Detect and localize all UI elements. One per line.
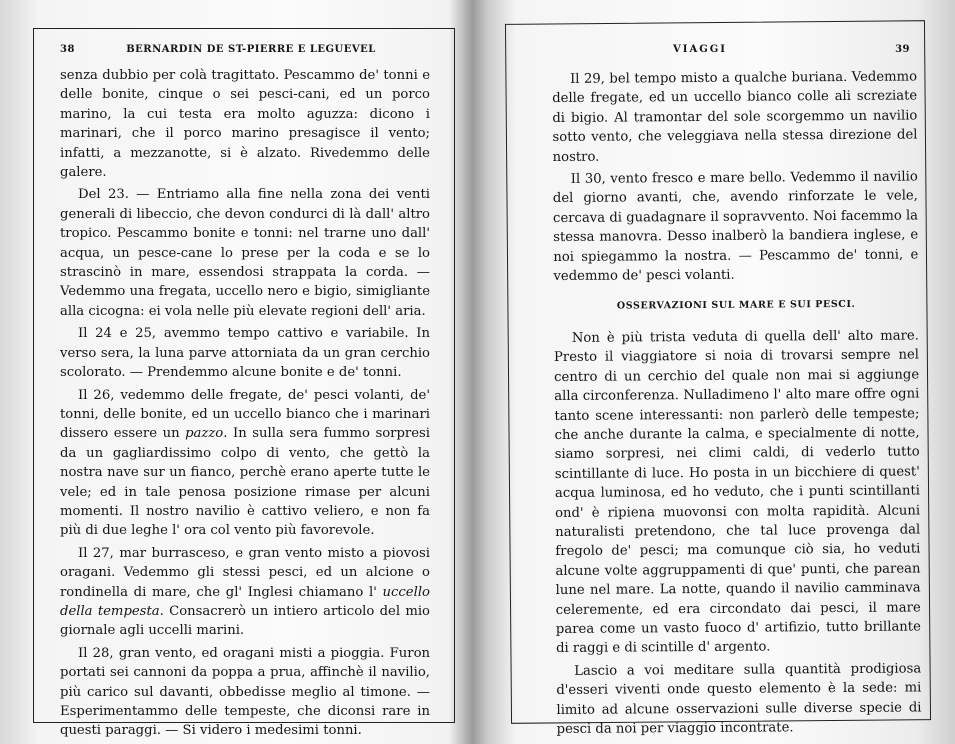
paragraph: Il 28, gran vento, ed oragani misti a pioggia. Furon portati sei cannoni da poppa a prua, affinchè il navilio, più carico sul davanti, obbedisse meglio al timone. — Esperimentammo delle tempeste, che diconsi rare in questi paraggi. — Si videro i medesimi tonni. — [60, 645, 430, 739]
paragraph: Lascio a voi meditare sulla quantità prodigiosa d'esseri viventi onde questo elemento è la sede: mi limito ad alcune osservazioni sulle diverse specie di pesci da noi per viaggio incontrate. — [556, 661, 922, 737]
page-number: 38 — [60, 44, 75, 55]
paragraph: Del 23. — Entriamo alla fine nella zona dei venti generali di libeccio, che devon condurci di là dall' altro tropico. Pescammo bonite e tonni: nel trarne uno dall' acqua, un pesce-cane lo prese per la coda e se lo strascinò in mare, essendosi strappata la corda. — Vedemmo una fregata, uccello nero e bigio, simigliante alla cicogna: ei vola nelle più elevate regioni dell' aria. — [60, 187, 430, 319]
paragraph-text: . In sulla sera fummo sorpresi da un gagliardissimo colpo di vento, che gettò la nostra nave sur un fianco, perchè erano aperte tutte le vele; ed in tale penosa posizione rimase per alcuni momenti. Il nostro navilio è cattivo veliero, e non fa più di due leghe l' ora col vento più favorevole. — [60, 426, 430, 539]
page-number: 39 — [895, 44, 910, 55]
paragraph: senza dubbio per colà tragittato. Pescammo de' tonni e delle bonite, cinque o sei pesci-cani, ed un porco marino, la cui testa era molto aguzza: dicono i marinari, che il porco marino presagisce il vento; infatti, a mezzanotte, si è alzato. Rivedemmo delle galere. — [60, 68, 430, 181]
section-title: OSSERVAZIONI SUL MARE E SUI PESCI. — [616, 299, 856, 313]
italic-term: pazzo — [185, 426, 224, 442]
paragraph-text: Il 27, mar burrasceso, e gran vento misto a piovosi oragani. Vedemmo gli stessi pesci, ed un alcione o rondinella di mare, che gl' Inglesi chiamano l' — [60, 545, 430, 600]
paragraph-text: . Consacrerò un intiero articolo del mio giornale agli uccelli marini. — [60, 603, 430, 639]
running-title: BERNARDIN DE ST-PIERRE E LEGUEVEL — [126, 44, 376, 55]
paragraph — [60, 544, 430, 641]
body-text — [552, 67, 922, 742]
paragraph-text: Il 26, vedemmo delle fregate, de' pesci volanti, de' tonni, delle bonite, ed un uccello bianco che i marinari dissero essere un — [60, 387, 430, 442]
body-text — [60, 66, 430, 744]
paragraph — [60, 386, 430, 541]
right-page — [478, 0, 955, 744]
paragraph: Il 29, bel tempo misto a qualche buriana. Vedemmo delle fregate, ed un uccello bianco colle ali screziate di bigio. Al tramontar del sole scorgemmo un navilio sotto vento, che veleggiava nella stessa direzione del nostro. — [552, 69, 918, 165]
paragraph: Il 30, vento fresco e mare bello. Vedemmo il navilio del giorno avanti, che, avendo rinforzate le vele, cercava di guadagnare il sopravvento. Noi facemmo la stessa manovra. Desso inalberò la bandiera inglese, e noi spiegammo la nostra. — Pescammo de' tonni, e vedemmo de' pesci volanti. — [552, 169, 919, 285]
paragraph: Non è più trista veduta di quella dell' alto mare. Presto il viaggiatore si noia di trovarsi sempre nel centro di un cerchio del quale non mai si aggiunge alla circonferenza. Nulladimeno l' alto mare offre ogni tanto scene interessanti: non parlerò delle tempeste; che anche durante la calma, e specialmente di notte, siamo sorpresi, nei climi caldi, di vederlo tutto scintillante di luce. Ho posta in un bicchiere di quest' acqua luminosa, ed ho veduto, che i punti scintillanti ond' è ripiena muovonsi con molta rapidità. Alcuni naturalisti pretendono, che tal luce provenga dal fregolo de' pesci; ma comunque ciò sia, ho veduti alcune volte aggruppamenti di que' punti, che parean lune nel mare. La notte, quando il navilio camminava celeremente, ed era circondato dai pesci, il mare parea come un vasto fuoco d' artifizio, tutto brillante di raggi e di scintille d' argento. — [553, 328, 921, 657]
italic-term: uccello della tempesta — [60, 584, 430, 619]
paragraph: Il 24 e 25, avemmo tempo cattivo e variabile. In verso sera, la luna parve attorniata da un gran cerchio scolorato. — Prendemmo alcune bonite e de' tonni. — [60, 326, 430, 381]
running-title: VIAGGI — [673, 44, 727, 55]
